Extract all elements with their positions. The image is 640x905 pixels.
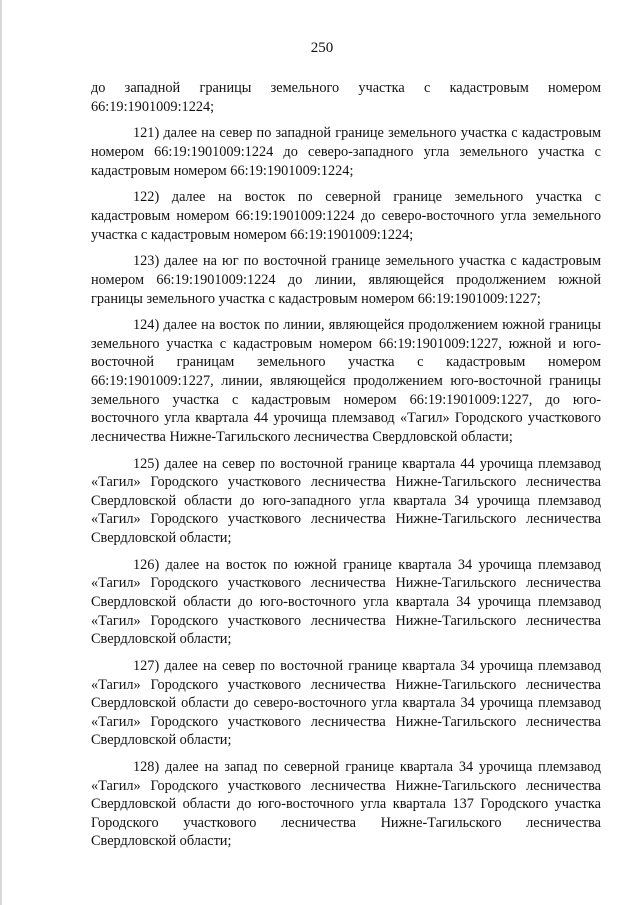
paragraph-item-128: 128) далее на запад по северной границе квартала 34 урочища племзавод «Тагил» Городского участкового лесничества Нижне-Тагильского лесничества Свердловской области до юго-восточного угла квартала 137 Городского участка Городского участкового лесничества Нижне-Тагильского лесничества Свердловской области; [91,759,601,850]
document-body [91,79,601,859]
paragraph-item-121: 121) далее на север по западной границе земельного участка с кадастровым номером 66:19:1901009:1224 до северо-западного угла земельного участка с кадастровым номером 66:19:1901009:1224; [91,125,601,179]
paragraph-item-122: 122) далее на восток по северной границе земельного участка с кадастровым номером 66:19:1901009:1224 до северо-восточного угла земельного участка с кадастровым номером 66:19:1901009:1224; [91,189,601,243]
paragraph-item-124: 124) далее на восток по линии, являющейся продолжением южной границы земельного участка с кадастровым номером 66:19:1901009:1227, южной и юго-восточной границам земельного участка с кадастровым номером 66:19:1901009:1227, линии, являющейся продолжением юго-восточной границы земельного участка с кадастровым номером 66:19:1901009:1227, до юго-восточного угла квартала 44 урочища племзавод «Тагил» Городского участкового лесничества Нижне-Тагильского лесничества Свердловской области; [91,317,601,445]
paragraph-item-125: 125) далее на север по восточной границе квартала 44 урочища племзавод «Тагил» Городского участкового лесничества Нижне-Тагильского лесничества Свердловской области до юго-западного угла квартала 34 урочища племзавод «Тагил» Городского участкового лесничества Нижне-Тагильского лесничества Свердловской области; [91,455,601,546]
paragraph-continuation: до западной границы земельного участка с кадастровым номером 66:19:1901009:1224; [91,80,601,115]
paragraph-item-127: 127) далее на север по восточной границе квартала 34 урочища племзавод «Тагил» Городского участкового лесничества Нижне-Тагильского лесничества Свердловской области до северо-восточного угла квартала 34 урочища племзавод «Тагил» Городского участкового лесничества Нижне-Тагильского лесничества Свердловской области; [91,657,601,749]
paragraph-item-123: 123) далее на юг по восточной границе земельного участка с кадастровым номером 66:19:1901009:1224 до линии, являющейся продолжением южной границы земельного участка с кадастровым номером 66:19:1901009:1227; [91,253,601,307]
paragraph-item-126: 126) далее на восток по южной границе квартала 34 урочища племзавод «Тагил» Городского участкового лесничества Нижне-Тагильского лесничества Свердловской области до юго-восточного угла квартала 34 урочища племзавод «Тагил» Городского участкового лесничества Нижне-Тагильского лесничества Свердловской области; [91,556,601,648]
page-number: 250 [310,40,334,56]
